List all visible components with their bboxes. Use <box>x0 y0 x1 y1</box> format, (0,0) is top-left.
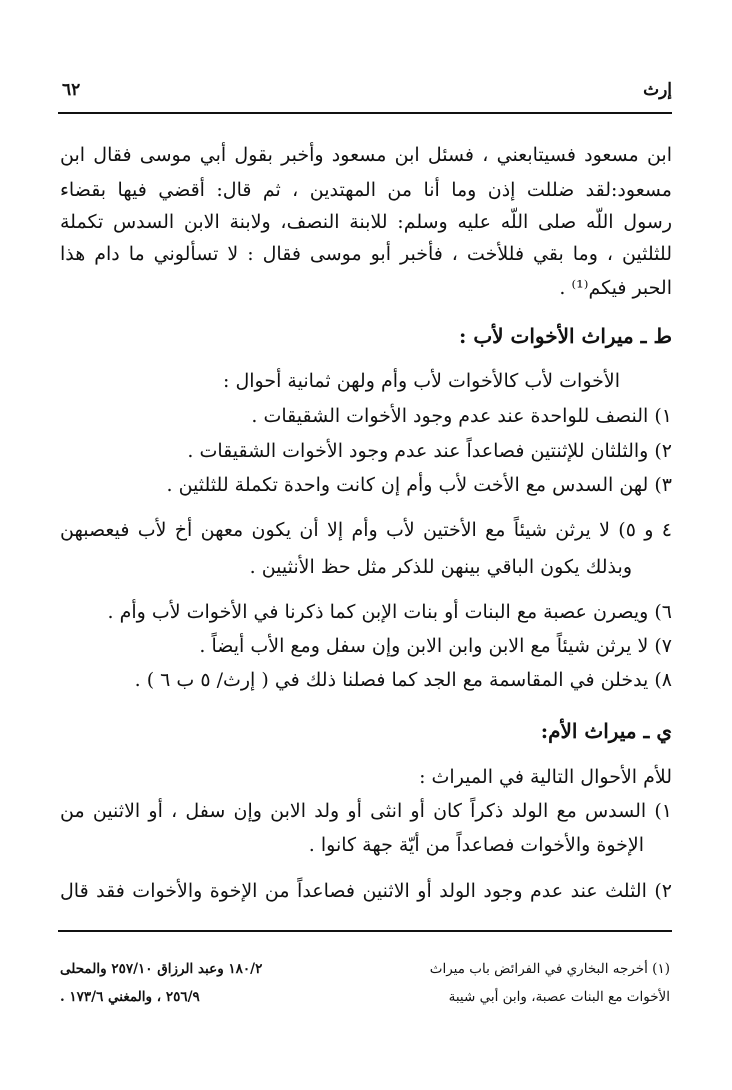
list-item-continuation: وبذلك يكون الباقي بينهن للذكر مثل حظ الأنثيين . <box>249 556 632 578</box>
text-line: ابن مسعود فسيتابعني ، فسئل ابن مسعود وأخبر بقول أبي موسى فقال ابن <box>60 144 672 166</box>
list-item: ٦) ويصرن عصبة مع البنات أو بنات الإبن كما ذكرنا في الأخوات لأب وأم . <box>107 601 672 623</box>
section-heading: ي ـ ميراث الأم: <box>540 719 672 743</box>
list-item: ١) النصف للواحدة عند عدم وجود الأخوات الشقيقات . <box>251 405 672 427</box>
header-rule <box>58 112 672 114</box>
section-intro: للأم الأحوال التالية في الميراث : <box>419 766 672 788</box>
footnote-text: (١) أخرجه البخاري في الفرائض باب ميراث <box>429 961 670 977</box>
list-item-continuation: الإخوة والأخوات فصاعداً من أيّة جهة كانوا . <box>308 834 644 856</box>
text-line: الحبر فيكم⁽¹⁾ . <box>559 277 672 299</box>
list-item: ٤ و ٥) لا يرثن شيئاً مع الأختين لأب وأم إلا أن يكون معهن أخ لأب فيعصبهن <box>60 519 672 541</box>
text-line: للثلثين ، وما بقي فللأخت ، فأخبر أبو موسى فقال : لا تسألوني ما دام هذا <box>60 243 672 265</box>
list-item: ٣) لهن السدس مع الأخت لأب وأم إن كانت واحدة تكملة للثلثين . <box>166 474 672 496</box>
text-line: مسعود:لقد ضللت إذن وما أنا من المهتدين ، ثم قال: أقضي فيها بقضاء <box>60 179 672 201</box>
running-header-section: إرث <box>643 80 672 100</box>
section-heading: ط ـ ميراث الأخوات لأب : <box>459 324 672 348</box>
list-item: ١) السدس مع الولد ذكراً كان أو انثى أو ولد الابن وإن سفل ، أو الاثنين من <box>60 800 672 822</box>
list-item: ٢) الثلث عند عدم وجود الولد أو الاثنين فصاعداً من الإخوة والأخوات فقد قال <box>60 880 672 902</box>
list-item: ٧) لا يرثن شيئاً مع الابن وابن الابن وإن سفل ومع الأب أيضاً . <box>199 635 672 657</box>
footnote-rule <box>58 930 672 932</box>
section-intro: الأخوات لأب كالأخوات لأب وأم ولهن ثمانية أحوال : <box>223 370 620 392</box>
footnote-reference: ٢٥٦/٩ ، والمغني ١٧٣/٦ . <box>60 989 200 1005</box>
text-line: رسول اللّه صلى اللّه عليه وسلم: للابنة النصف، ولابنة الابن السدس تكملة <box>60 211 672 233</box>
page-number: ٦٢ <box>62 80 81 100</box>
list-item: ٨) يدخلن في المقاسمة مع الجد كما فصلنا ذلك في ( إرث/ ٥ ب ٦ ) . <box>134 669 672 691</box>
list-item: ٢) والثلثان للإثنتين فصاعداً عند عدم وجود الأخوات الشقيقات . <box>187 440 672 462</box>
footnote-text: الأخوات مع البنات عصبة، وابن أبي شيبة <box>448 989 670 1005</box>
footnote-reference: ١٨٠/٢ وعبد الرزاق ٢٥٧/١٠ والمحلى <box>60 961 263 977</box>
